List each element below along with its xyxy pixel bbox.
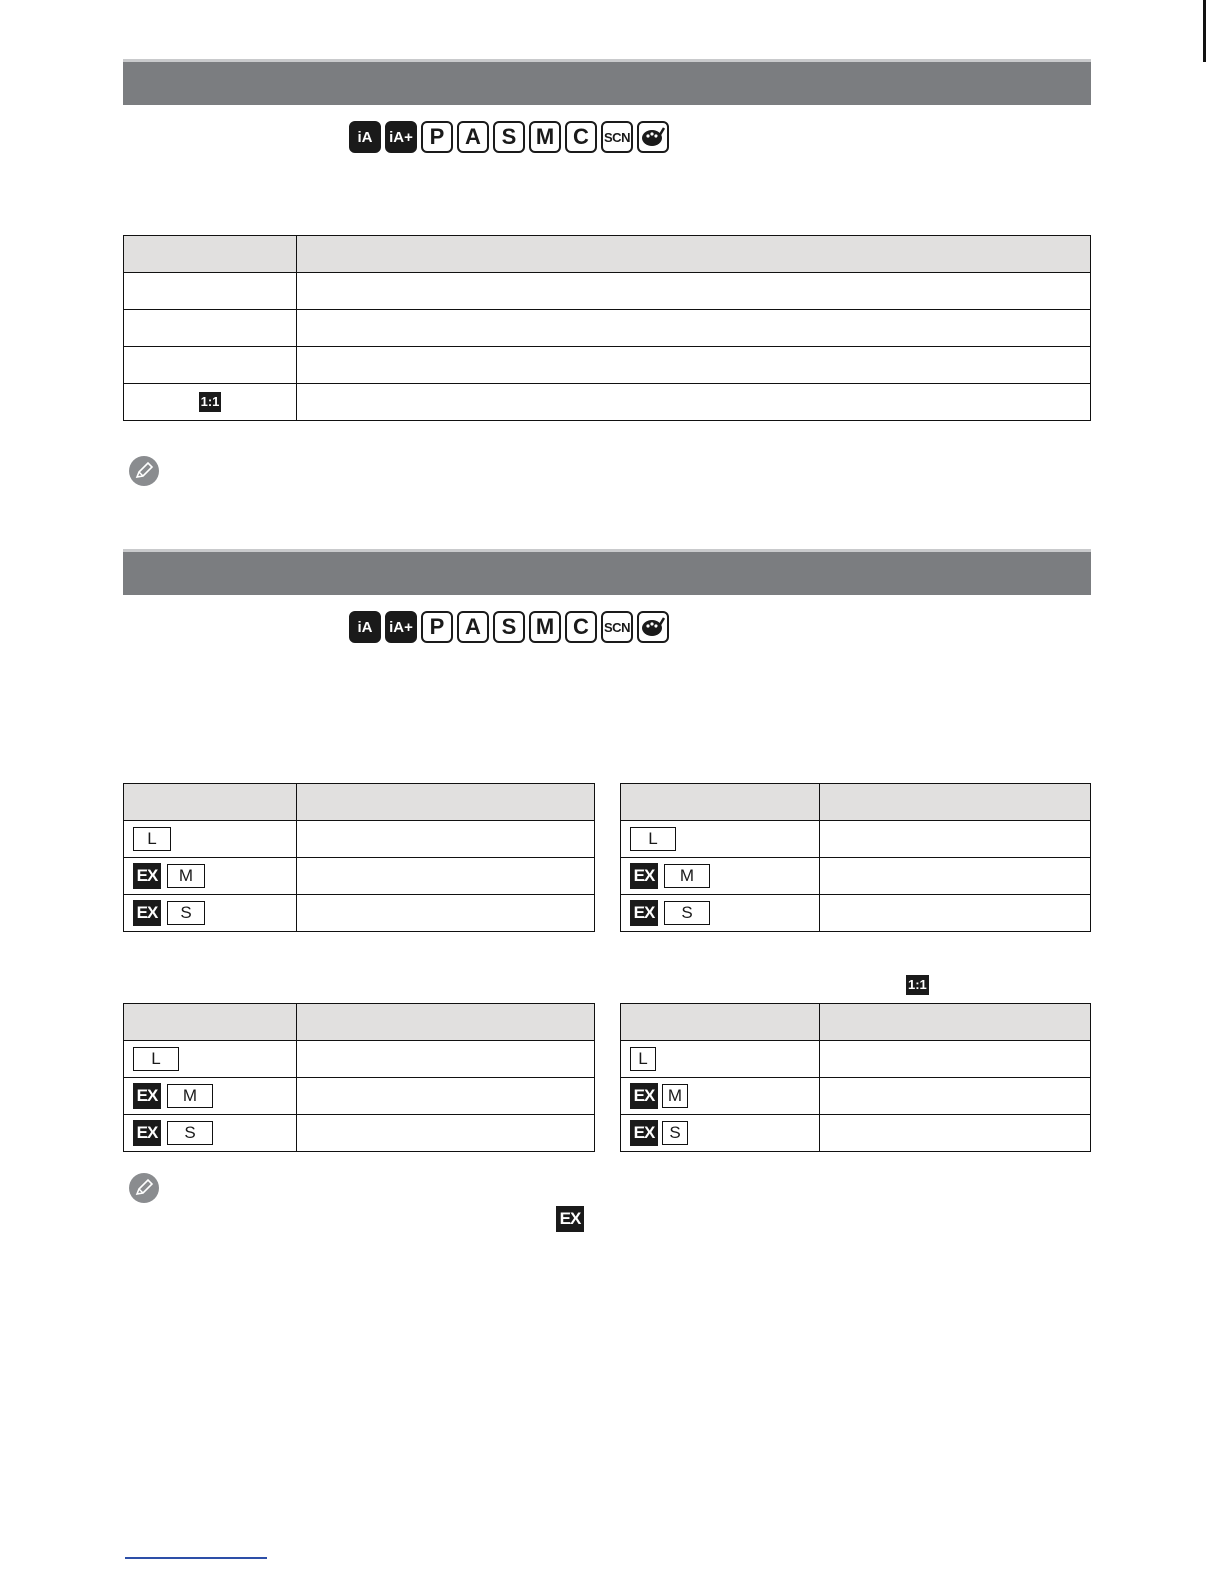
table-cell xyxy=(621,821,820,858)
table-cell xyxy=(297,895,595,932)
extended-zoom-icon: EX xyxy=(630,1083,658,1109)
size-l-wide-icon: L xyxy=(133,1047,179,1071)
size-l-icon: L xyxy=(133,827,171,851)
size-l-icon: L xyxy=(630,827,676,851)
table-cell xyxy=(820,1078,1091,1115)
table-cell xyxy=(124,1078,297,1115)
table-cell xyxy=(820,1041,1091,1078)
program-mode-icon: P xyxy=(421,611,453,643)
extended-zoom-icon: EX xyxy=(630,863,658,889)
table-cell xyxy=(621,1115,820,1152)
applicable-modes-row xyxy=(349,121,669,153)
table-row xyxy=(124,821,595,858)
extended-zoom-icon: EX xyxy=(630,900,658,926)
ratio-1-1-marker: 1:1 xyxy=(906,975,929,995)
table-row xyxy=(124,310,1091,347)
aperture-priority-icon: A xyxy=(457,611,489,643)
aspect-ratio-table xyxy=(123,235,1091,421)
size-table-4-3 xyxy=(123,783,595,932)
size-l-square-icon: L xyxy=(630,1047,656,1071)
table-cell xyxy=(297,821,595,858)
table-row xyxy=(621,821,1091,858)
footer-link-underline[interactable] xyxy=(125,1557,267,1559)
manual-mode-icon: M xyxy=(529,121,561,153)
creative-control-icon xyxy=(637,611,669,643)
extended-zoom-icon: EX xyxy=(133,863,161,889)
table-cell xyxy=(621,1078,820,1115)
intelligent-auto-plus-icon: iA+ xyxy=(385,121,417,153)
size-table-16-9 xyxy=(123,1003,595,1152)
table-header-cell xyxy=(124,784,297,821)
table-cell xyxy=(297,273,1091,310)
intelligent-auto-icon: iA xyxy=(349,121,381,153)
ratio-1-1-badge: 1:1 xyxy=(199,392,222,412)
aperture-priority-icon: A xyxy=(457,121,489,153)
table-cell xyxy=(820,1115,1091,1152)
table-cell xyxy=(124,1115,297,1152)
table-cell xyxy=(297,1115,595,1152)
note-pencil-icon xyxy=(129,456,159,486)
section-header-aspect-ratio xyxy=(123,59,1091,105)
extended-zoom-icon: EX xyxy=(133,1120,161,1146)
table-row xyxy=(124,384,1091,421)
extended-zoom-icon: EX xyxy=(630,1120,658,1146)
extended-zoom-icon: EX xyxy=(133,1083,161,1109)
table-cell xyxy=(124,347,297,384)
table-cell xyxy=(124,384,297,421)
shutter-priority-icon: S xyxy=(493,121,525,153)
table-row xyxy=(124,858,595,895)
table-cell xyxy=(297,384,1091,421)
size-m-square-icon: M xyxy=(662,1084,688,1108)
table-cell xyxy=(820,895,1091,932)
table-cell xyxy=(297,347,1091,384)
size-table-3-2 xyxy=(620,783,1091,932)
applicable-modes-row-2 xyxy=(349,611,669,643)
scene-mode-icon: SCN xyxy=(601,121,633,153)
table-cell xyxy=(621,895,820,932)
table-header-cell xyxy=(297,784,595,821)
section-header-picture-size xyxy=(123,549,1091,595)
table-row xyxy=(124,1041,595,1078)
table-cell xyxy=(820,858,1091,895)
extended-zoom-icon: EX xyxy=(133,900,161,926)
table-header-row xyxy=(621,784,1091,821)
table-row xyxy=(621,1078,1091,1115)
table-row xyxy=(621,1115,1091,1152)
table-header-cell xyxy=(621,1004,820,1041)
table-cell xyxy=(124,858,297,895)
table-cell xyxy=(124,273,297,310)
size-s-square-icon: S xyxy=(662,1121,688,1145)
creative-control-icon xyxy=(637,121,669,153)
size-m-icon: M xyxy=(664,864,710,888)
manual-mode-icon: M xyxy=(529,611,561,643)
note-pencil-icon xyxy=(129,1173,159,1203)
table-cell xyxy=(297,1041,595,1078)
table-row xyxy=(124,1078,595,1115)
table-cell xyxy=(124,310,297,347)
size-s-icon: S xyxy=(167,901,205,925)
table-header-cell xyxy=(621,784,820,821)
intelligent-auto-plus-icon: iA+ xyxy=(385,611,417,643)
table-cell xyxy=(621,858,820,895)
size-m-wide-icon: M xyxy=(167,1084,213,1108)
note-extended-zoom-icon: EX xyxy=(556,1206,584,1232)
custom-mode-icon: C xyxy=(565,611,597,643)
table-cell xyxy=(621,1041,820,1078)
table-row xyxy=(124,347,1091,384)
table-row xyxy=(621,1041,1091,1078)
table-header-cell xyxy=(297,1004,595,1041)
table-cell xyxy=(820,821,1091,858)
page-edge-line xyxy=(1203,0,1206,62)
table-row xyxy=(124,1115,595,1152)
table-header-cell xyxy=(124,236,297,273)
table-header-row xyxy=(124,1004,595,1041)
table-header-cell xyxy=(820,784,1091,821)
table-row xyxy=(621,895,1091,932)
table-header-cell xyxy=(124,1004,297,1041)
table-header-cell xyxy=(820,1004,1091,1041)
scene-mode-icon: SCN xyxy=(601,611,633,643)
table-cell xyxy=(124,895,297,932)
table-row xyxy=(124,273,1091,310)
table-row xyxy=(621,858,1091,895)
size-m-icon: M xyxy=(167,864,205,888)
table-header-row xyxy=(621,1004,1091,1041)
table-header-row xyxy=(124,784,595,821)
size-table-1-1 xyxy=(620,1003,1091,1152)
shutter-priority-icon: S xyxy=(493,611,525,643)
table-cell xyxy=(297,310,1091,347)
table-header-cell xyxy=(297,236,1091,273)
table-cell xyxy=(297,858,595,895)
table-cell xyxy=(124,1041,297,1078)
intelligent-auto-icon: iA xyxy=(349,611,381,643)
table-cell xyxy=(297,1078,595,1115)
table-cell xyxy=(124,821,297,858)
table-header-row xyxy=(124,236,1091,273)
custom-mode-icon: C xyxy=(565,121,597,153)
size-s-wide-icon: S xyxy=(167,1121,213,1145)
table-row xyxy=(124,895,595,932)
size-s-icon: S xyxy=(664,901,710,925)
program-mode-icon: P xyxy=(421,121,453,153)
